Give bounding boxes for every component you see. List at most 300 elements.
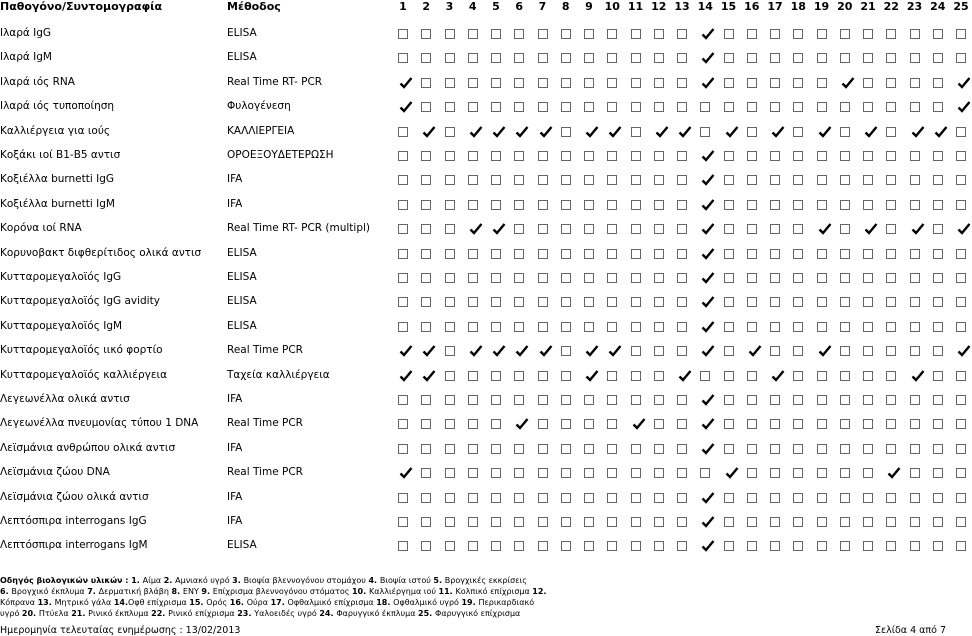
specimen-cell-19: [817, 395, 827, 405]
checkbox-empty-icon: [770, 468, 780, 478]
pathogen-name: Λεπτόσπιρα interrogans IgM: [0, 539, 148, 552]
method-name: Real Time RT- PCR (multipl): [227, 222, 371, 235]
specimen-cell-4: [468, 224, 478, 234]
checkbox-empty-icon: [793, 322, 803, 332]
checkbox-empty-icon: [584, 175, 594, 185]
checkbox-empty-icon: [607, 249, 617, 259]
specimen-cell-24: [933, 468, 943, 478]
checkbox-empty-icon: [840, 29, 850, 39]
column-number-16: 16: [744, 0, 760, 13]
legend-line: [0, 608, 960, 619]
checkbox-empty-icon: [607, 53, 617, 63]
checkbox-empty-icon: [910, 493, 920, 503]
checkbox-empty-icon: [491, 541, 501, 551]
specimen-cell-10: [607, 468, 617, 478]
checkbox-empty-icon: [677, 175, 687, 185]
specimen-cell-11: [631, 273, 641, 283]
specimen-cell-25: [956, 371, 966, 381]
specimen-cell-19: [817, 468, 827, 478]
specimen-cell-6: [514, 541, 524, 551]
specimen-cell-3: [445, 29, 455, 39]
specimen-cell-22: [886, 444, 896, 454]
specimen-cell-1: [398, 346, 408, 356]
table-row: [0, 289, 960, 313]
checkbox-empty-icon: [793, 249, 803, 259]
checkmark-icon: [608, 344, 622, 358]
specimen-cell-18: [793, 395, 803, 405]
checkbox-empty-icon: [584, 322, 594, 332]
checkbox-empty-icon: [956, 297, 966, 307]
method-name: Real Time PCR: [227, 344, 303, 357]
checkbox-empty-icon: [933, 322, 943, 332]
specimen-cell-13: [677, 468, 687, 478]
specimen-cell-20: [840, 53, 850, 63]
legend-text: Μητρικό γάλα: [54, 598, 114, 607]
checkbox-empty-icon: [654, 493, 664, 503]
legend-text: Υαλοειδές υγρό: [254, 609, 320, 618]
checkbox-empty-icon: [514, 371, 524, 381]
specimen-cell-23: [910, 541, 920, 551]
specimen-cell-20: [840, 151, 850, 161]
checkbox-empty-icon: [724, 78, 734, 88]
specimen-cell-18: [793, 444, 803, 454]
specimen-cell-6: [514, 419, 524, 429]
specimen-cell-21: [863, 541, 873, 551]
specimen-cell-23: [910, 395, 920, 405]
checkbox-empty-icon: [933, 371, 943, 381]
checkbox-empty-icon: [817, 419, 827, 429]
checkbox-empty-icon: [863, 444, 873, 454]
specimen-cell-6: [514, 78, 524, 88]
checkbox-empty-icon: [933, 224, 943, 234]
specimen-cell-14: [700, 395, 710, 405]
checkbox-empty-icon: [793, 297, 803, 307]
specimen-cell-15: [724, 249, 734, 259]
checkbox-empty-icon: [538, 249, 548, 259]
method-name: ELISA: [227, 27, 257, 39]
checkbox-empty-icon: [514, 297, 524, 307]
checkbox-empty-icon: [631, 53, 641, 63]
specimen-cell-5: [491, 78, 501, 88]
table-row: [0, 533, 960, 557]
checkmark-icon: [701, 442, 715, 456]
legend-text: Κόπρανα: [0, 598, 38, 607]
checkbox-empty-icon: [514, 444, 524, 454]
method-name: IFA: [227, 441, 243, 454]
specimen-cell-18: [793, 127, 803, 137]
specimen-cell-16: [747, 175, 757, 185]
checkbox-empty-icon: [491, 444, 501, 454]
checkbox-empty-icon: [677, 200, 687, 210]
checkbox-empty-icon: [445, 468, 455, 478]
specimen-cell-1: [398, 273, 408, 283]
specimen-cell-1: [398, 102, 408, 112]
specimen-cell-22: [886, 249, 896, 259]
specimen-cell-19: [817, 541, 827, 551]
specimen-cell-9: [584, 322, 594, 332]
checkmark-icon: [701, 247, 715, 261]
legend-text: Φαρυγγικό επίχρισμα: [435, 609, 521, 618]
checkbox-empty-icon: [724, 517, 734, 527]
checkbox-empty-icon: [770, 395, 780, 405]
method-name: IFA: [227, 173, 243, 186]
checkmark-icon: [725, 125, 739, 139]
specimen-cell-24: [933, 371, 943, 381]
checkbox-empty-icon: [561, 346, 571, 356]
specimen-cell-19: [817, 249, 827, 259]
legend-text: Δερματική βλάβη: [98, 587, 172, 596]
checkbox-empty-icon: [561, 151, 571, 161]
checkmark-icon: [701, 417, 715, 431]
specimen-cell-12: [654, 346, 664, 356]
checkbox-empty-icon: [910, 346, 920, 356]
checkmark-icon: [585, 369, 599, 383]
specimen-cell-4: [468, 273, 478, 283]
checkbox-empty-icon: [491, 29, 501, 39]
table-row: [0, 387, 960, 411]
checkbox-empty-icon: [886, 371, 896, 381]
specimen-cell-18: [793, 371, 803, 381]
specimen-cell-12: [654, 200, 664, 210]
checkbox-empty-icon: [445, 395, 455, 405]
checkmark-icon: [399, 100, 413, 114]
legend-text: Ρινικό έκπλυμα: [88, 609, 152, 618]
checkbox-empty-icon: [445, 419, 455, 429]
checkmark-icon: [492, 125, 506, 139]
checkbox-empty-icon: [398, 53, 408, 63]
specimen-cell-6: [514, 395, 524, 405]
specimen-cell-9: [584, 273, 594, 283]
column-number-10: 10: [604, 0, 620, 13]
checkbox-empty-icon: [724, 200, 734, 210]
specimen-cell-2: [421, 200, 431, 210]
specimen-cell-16: [747, 444, 757, 454]
checkbox-empty-icon: [584, 517, 594, 527]
specimen-cell-14: [700, 517, 710, 527]
specimen-cell-8: [561, 224, 571, 234]
column-number-20: 20: [837, 0, 853, 13]
checkmark-icon: [957, 100, 971, 114]
specimen-cell-16: [747, 102, 757, 112]
specimen-cell-8: [561, 444, 571, 454]
checkbox-empty-icon: [445, 371, 455, 381]
specimen-cell-14: [700, 53, 710, 63]
table-row: [0, 460, 960, 484]
specimen-cell-17: [770, 371, 780, 381]
specimen-cell-25: [956, 29, 966, 39]
specimen-cell-11: [631, 53, 641, 63]
specimen-cell-12: [654, 493, 664, 503]
checkbox-empty-icon: [445, 200, 455, 210]
checkbox-empty-icon: [421, 419, 431, 429]
checkbox-empty-icon: [933, 395, 943, 405]
checkbox-empty-icon: [793, 78, 803, 88]
specimen-cell-6: [514, 127, 524, 137]
checkmark-icon: [515, 125, 529, 139]
checkbox-empty-icon: [793, 517, 803, 527]
checkbox-empty-icon: [770, 493, 780, 503]
specimen-cell-19: [817, 151, 827, 161]
specimen-cell-14: [700, 468, 710, 478]
specimen-cell-19: [817, 53, 827, 63]
checkmark-icon: [539, 125, 553, 139]
specimen-cell-5: [491, 419, 501, 429]
checkbox-empty-icon: [770, 200, 780, 210]
checkbox-empty-icon: [886, 297, 896, 307]
specimen-cell-21: [863, 346, 873, 356]
specimen-cell-12: [654, 78, 664, 88]
checkbox-empty-icon: [770, 541, 780, 551]
specimen-cell-15: [724, 346, 734, 356]
specimen-cell-1: [398, 371, 408, 381]
checkbox-empty-icon: [584, 151, 594, 161]
specimen-cell-14: [700, 249, 710, 259]
specimen-cell-21: [863, 127, 873, 137]
specimen-cell-20: [840, 541, 850, 551]
checkbox-empty-icon: [654, 29, 664, 39]
checkbox-empty-icon: [677, 53, 687, 63]
specimen-cell-9: [584, 29, 594, 39]
checkbox-empty-icon: [631, 127, 641, 137]
checkbox-empty-icon: [956, 517, 966, 527]
specimen-cell-20: [840, 395, 850, 405]
specimen-cell-24: [933, 249, 943, 259]
specimen-cell-5: [491, 151, 501, 161]
checkbox-empty-icon: [654, 371, 664, 381]
specimen-cell-22: [886, 371, 896, 381]
checkbox-empty-icon: [817, 517, 827, 527]
specimen-cell-3: [445, 541, 455, 551]
specimen-cell-8: [561, 419, 571, 429]
specimen-cell-1: [398, 541, 408, 551]
checkbox-empty-icon: [724, 322, 734, 332]
specimen-cell-21: [863, 29, 873, 39]
checkbox-empty-icon: [491, 175, 501, 185]
specimen-cell-14: [700, 224, 710, 234]
specimen-cell-23: [910, 346, 920, 356]
checkbox-empty-icon: [770, 249, 780, 259]
checkbox-empty-icon: [631, 224, 641, 234]
checkbox-empty-icon: [910, 200, 920, 210]
specimen-cell-6: [514, 53, 524, 63]
specimen-cell-16: [747, 29, 757, 39]
specimen-cell-18: [793, 322, 803, 332]
checkbox-empty-icon: [514, 541, 524, 551]
specimen-cell-21: [863, 493, 873, 503]
checkbox-empty-icon: [793, 127, 803, 137]
specimen-cell-10: [607, 297, 617, 307]
checkbox-empty-icon: [631, 468, 641, 478]
checkbox-empty-icon: [956, 419, 966, 429]
checkbox-empty-icon: [607, 468, 617, 478]
pathogen-name: Κυτταρομεγαλοϊός IgG: [0, 271, 122, 283]
specimen-cell-16: [747, 346, 757, 356]
specimen-cell-24: [933, 151, 943, 161]
checkbox-empty-icon: [398, 151, 408, 161]
checkbox-empty-icon: [514, 78, 524, 88]
specimen-cell-2: [421, 175, 431, 185]
legend-number: 9.: [201, 587, 213, 596]
checkbox-empty-icon: [933, 53, 943, 63]
specimen-cell-9: [584, 395, 594, 405]
specimen-cell-22: [886, 517, 896, 527]
specimen-cell-11: [631, 541, 641, 551]
checkbox-empty-icon: [770, 224, 780, 234]
pathogen-name: Λεπτόσπιρα interrogans IgG: [0, 515, 147, 527]
method-name: ELISA: [227, 539, 257, 552]
checkbox-empty-icon: [677, 297, 687, 307]
checkbox-empty-icon: [910, 395, 920, 405]
specimen-cell-7: [538, 419, 548, 429]
specimen-cell-13: [677, 395, 687, 405]
specimen-cell-7: [538, 224, 548, 234]
checkbox-empty-icon: [956, 53, 966, 63]
checkmark-icon: [701, 344, 715, 358]
specimen-cell-21: [863, 395, 873, 405]
specimen-cell-8: [561, 249, 571, 259]
checkbox-empty-icon: [631, 371, 641, 381]
table-row: [0, 21, 960, 45]
specimen-cell-14: [700, 371, 710, 381]
checkbox-empty-icon: [956, 175, 966, 185]
table-row: [0, 485, 960, 509]
pathogen-name: Λεϊσμάνια ανθρώπου ολικά αντισ: [0, 441, 176, 454]
checkbox-empty-icon: [747, 151, 757, 161]
checkbox-empty-icon: [863, 273, 873, 283]
checkbox-empty-icon: [863, 419, 873, 429]
specimen-cell-6: [514, 151, 524, 161]
specimen-cell-6: [514, 200, 524, 210]
checkbox-empty-icon: [817, 273, 827, 283]
checkbox-empty-icon: [607, 322, 617, 332]
checkbox-empty-icon: [863, 29, 873, 39]
checkbox-empty-icon: [421, 541, 431, 551]
specimen-cell-17: [770, 517, 780, 527]
checkmark-icon: [957, 222, 971, 236]
table-row: [0, 143, 960, 167]
checkbox-empty-icon: [607, 151, 617, 161]
checkbox-empty-icon: [654, 297, 664, 307]
pathogen-name: Ιλαρά ιός τυποποίηση: [0, 100, 115, 113]
checkbox-empty-icon: [654, 249, 664, 259]
legend-text: Ορός: [206, 598, 230, 607]
checkbox-empty-icon: [631, 78, 641, 88]
checkbox-empty-icon: [770, 29, 780, 39]
checkbox-empty-icon: [421, 273, 431, 283]
specimen-cell-15: [724, 53, 734, 63]
specimen-cell-18: [793, 102, 803, 112]
specimen-cell-18: [793, 151, 803, 161]
checkbox-empty-icon: [840, 53, 850, 63]
specimen-cell-21: [863, 517, 873, 527]
column-number-15: 15: [720, 0, 737, 13]
specimen-cell-4: [468, 29, 478, 39]
checkmark-icon: [678, 369, 692, 383]
checkbox-empty-icon: [584, 493, 594, 503]
checkbox-empty-icon: [607, 224, 617, 234]
specimen-cell-9: [584, 419, 594, 429]
specimen-cell-5: [491, 541, 501, 551]
specimen-cell-6: [514, 371, 524, 381]
column-number-3: 3: [445, 0, 454, 13]
specimen-cell-14: [700, 493, 710, 503]
specimen-cell-14: [700, 127, 710, 137]
specimen-cell-4: [468, 346, 478, 356]
checkbox-empty-icon: [398, 249, 408, 259]
specimen-cell-17: [770, 419, 780, 429]
checkmark-icon: [701, 320, 715, 334]
checkbox-empty-icon: [584, 29, 594, 39]
checkbox-empty-icon: [770, 517, 780, 527]
specimen-cell-11: [631, 517, 641, 527]
checkbox-empty-icon: [886, 151, 896, 161]
specimen-cell-4: [468, 395, 478, 405]
checkmark-icon: [911, 369, 925, 383]
checkbox-empty-icon: [468, 249, 478, 259]
checkbox-empty-icon: [910, 468, 920, 478]
specimen-cell-16: [747, 127, 757, 137]
checkmark-icon: [701, 198, 715, 212]
checkmark-icon: [399, 466, 413, 480]
checkbox-empty-icon: [747, 395, 757, 405]
specimen-cell-19: [817, 78, 827, 88]
specimen-cell-23: [910, 127, 920, 137]
specimen-cell-5: [491, 346, 501, 356]
checkbox-empty-icon: [886, 517, 896, 527]
checkbox-empty-icon: [840, 517, 850, 527]
specimen-cell-3: [445, 78, 455, 88]
checkmark-icon: [399, 76, 413, 90]
specimen-cell-12: [654, 53, 664, 63]
checkbox-empty-icon: [468, 541, 478, 551]
specimen-cell-6: [514, 273, 524, 283]
column-header-method: Μέθοδος: [227, 0, 281, 13]
checkbox-empty-icon: [468, 175, 478, 185]
specimen-cell-22: [886, 419, 896, 429]
specimen-cell-13: [677, 102, 687, 112]
checkmark-icon: [469, 344, 483, 358]
specimen-cell-20: [840, 127, 850, 137]
specimen-cell-24: [933, 346, 943, 356]
specimen-cell-21: [863, 322, 873, 332]
specimen-cell-24: [933, 175, 943, 185]
legend-text: Ρινικό επίχρισμα: [168, 609, 238, 618]
specimen-cell-8: [561, 78, 571, 88]
pathogen-name: Κυτταρομεγαλοϊός IgG avidity: [0, 295, 160, 308]
checkbox-empty-icon: [468, 493, 478, 503]
column-number-1: 1: [399, 0, 407, 13]
specimen-cell-5: [491, 322, 501, 332]
checkbox-empty-icon: [584, 395, 594, 405]
checkbox-empty-icon: [770, 78, 780, 88]
specimen-cell-7: [538, 541, 548, 551]
checkbox-empty-icon: [491, 517, 501, 527]
specimen-cell-15: [724, 175, 734, 185]
specimen-cell-9: [584, 102, 594, 112]
column-number-23: 23: [906, 0, 923, 13]
specimen-cell-2: [421, 322, 431, 332]
specimen-cell-21: [863, 371, 873, 381]
specimen-cell-25: [956, 151, 966, 161]
checkbox-empty-icon: [445, 346, 455, 356]
specimen-cell-1: [398, 53, 408, 63]
checkbox-empty-icon: [654, 444, 664, 454]
specimen-cell-20: [840, 517, 850, 527]
checkbox-empty-icon: [677, 541, 687, 551]
specimen-cell-21: [863, 151, 873, 161]
checkbox-empty-icon: [933, 200, 943, 210]
checkbox-empty-icon: [886, 29, 896, 39]
